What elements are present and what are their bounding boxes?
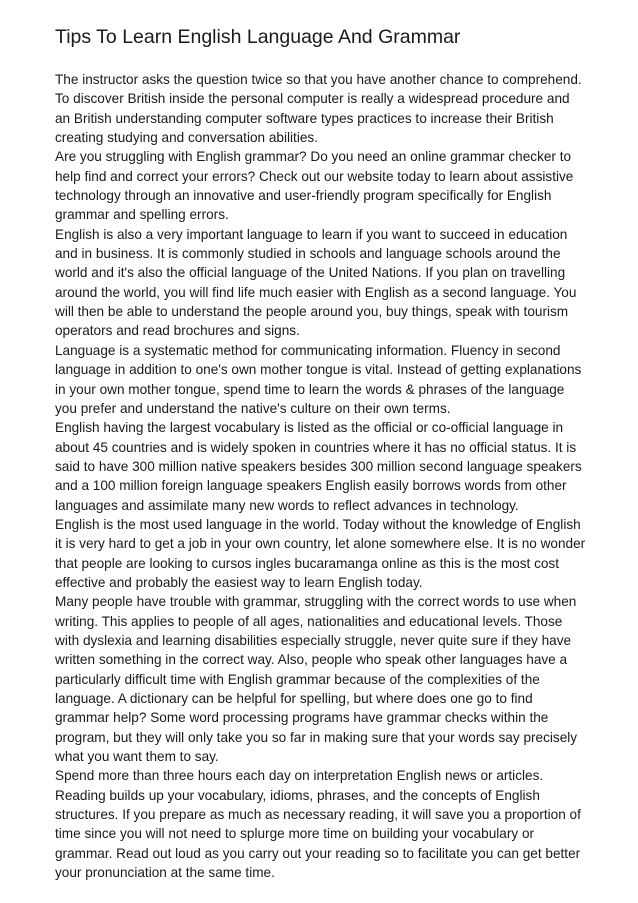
paragraph-1: The instructor asks the question twice so that you have another chance to comprehend. To discover British inside the personal computer is really a widespread procedure and an British understanding computer software types practices to increase their British creating studying and conversation abilities. bbox=[55, 72, 582, 146]
paragraph-6: English is the most used language in the world. Today without the knowledge of English it is very hard to get a job in your own country, let alone somewhere else. It is no wonder that people are looking to cursos ingles bucaramanga online as this is the most cost effective and probably the easiest way to learn English today. bbox=[55, 516, 586, 590]
paragraph-8: Spend more than three hours each day on interpretation English news or articles. Reading builds up your vocabulary, idioms, phrases, and the concepts of English structures. If you prepare as much as necessary reading, it will save you a proportion of time since you will not need to splurge more time on building your vocabulary or grammar. Read out loud as you carry out your reading so to facilitate you can get better your pronunciation at the same time. bbox=[55, 768, 581, 881]
paragraph-3: English is also a very important language to learn if you want to succeed in education and in business. It is commonly studied in schools and language schools around the world and it's also the official language of the United Nations. If you plan on travelling around the world, you will find life much easier with English as a second language. You will then be able to understand the people around you, buy things, speak with tourism operators and read brochures and signs. bbox=[55, 226, 577, 339]
paragraph-7: Many people have trouble with grammar, struggling with the correct words to use when writing. This applies to people of all ages, nationalities and educational levels. Those with dyslexia and learning disabilities especially struggle, never quite sure if they have written something in the correct way. Also, people who speak other languages have a particularly difficult time with English grammar because of the complexities of the language. A dictionary can be helpful for spelling, but where does one go to find grammar help? Some word processing programs have grammar checks within the program, but they will only take you so far in making sure that your words say precisely what you want them to say. bbox=[55, 594, 578, 765]
document-title: Tips To Learn English Language And Grammar bbox=[55, 26, 461, 48]
paragraph-2: Are you struggling with English grammar? Do you need an online grammar checker to help find and correct your errors? Check out our website today to learn about assistive technology through an innovative and user-friendly program specifically for English grammar and spelling errors. bbox=[55, 149, 574, 223]
paragraph-4: Language is a systematic method for communicating information. Fluency in second language in addition to one's own mother tongue is vital. Instead of getting explanations in your own mother tongue, spend time to learn the words & phrases of the language you prefer and understand the native's culture on their own terms. bbox=[55, 342, 582, 416]
paragraph-5: English having the largest vocabulary is listed as the official or co-official language in about 45 countries and is widely spoken in countries where it has no official status. It is said to have 300 million native speakers besides 300 million second language speakers and a 100 million foreign language speakers English easily borrows words from other languages and assimilate many new words to reflect advances in technology. bbox=[55, 420, 582, 513]
document-page bbox=[55, 24, 588, 882]
